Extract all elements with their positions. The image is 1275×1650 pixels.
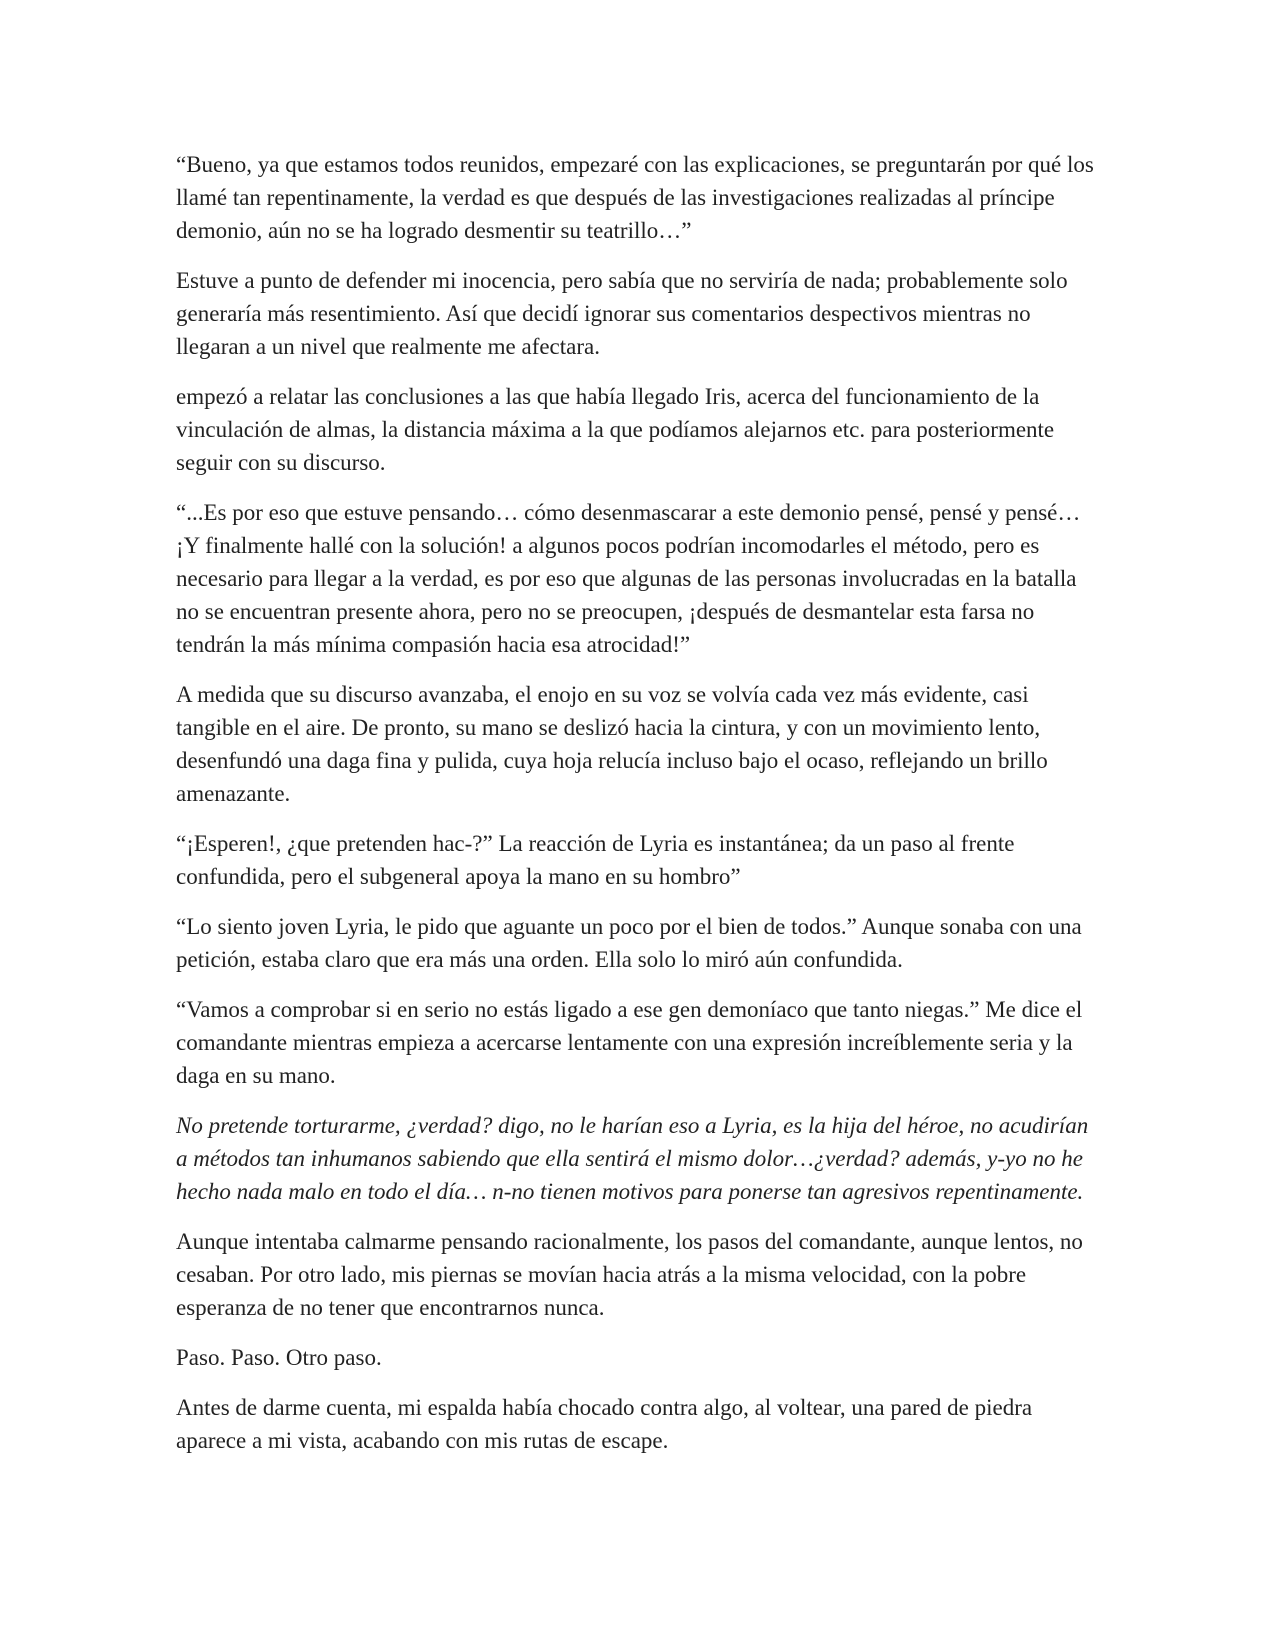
paragraph: empezó a relatar las conclusiones a las que había llegado Iris, acerca del funcionamiento de la vinculación de almas, la distancia máxima a la que podíamos alejarnos etc. para posteriormente seguir con su discurso.	[176, 384, 1055, 475]
paragraph: A medida que su discurso avanzaba, el enojo en su voz se volvía cada vez más evidente, casi tangible en el aire. De pronto, su mano se deslizó hacia la cintura, y con un movimiento lento, desenfundó una daga fina y pulida, cuya hoja relucía incluso bajo el ocaso, reflejando un brillo amenazante.	[176, 682, 1048, 806]
paragraph: “Vamos a comprobar si en serio no estás ligado a ese gen demoníaco que tanto niegas.” Me dice el comandante mientras empieza a acercarse lentamente con una expresión increíblemente seria y la daga en su mano.	[176, 997, 1083, 1088]
paragraph: Aunque intentaba calmarme pensando racionalmente, los pasos del comandante, aunque lentos, no cesaban. Por otro lado, mis piernas se movían hacia atrás a la misma velocidad, con la pobre esperanza de no tener que encontrarnos nunca.	[176, 1229, 1083, 1320]
paragraph: “Lo siento joven Lyria, le pido que aguante un poco por el bien de todos.” Aunque sonaba con una petición, estaba claro que era más una orden. Ella solo lo miró aún confundida.	[176, 914, 1082, 972]
document-body	[176, 148, 1096, 1474]
paragraph: “...Es por eso que estuve pensando… cómo desenmascarar a este demonio pensé, pensé y pensé… ¡Y finalmente hallé con la solución! a algunos pocos podrían incomodarles el método, pero es necesario para llegar a la verdad, es por eso que algunas de las personas involucradas en la batalla no se encuentran presente ahora, pero no se preocupen, ¡después de desmantelar esta farsa no tendrán la más mínima compasión hacia esa atrocidad!”	[176, 500, 1081, 657]
paragraph: “¡Esperen!, ¿que pretenden hac-?” La reacción de Lyria es instantánea; da un paso al frente confundida, pero el subgeneral apoya la mano en su hombro”	[176, 831, 1015, 889]
paragraph: “Bueno, ya que estamos todos reunidos, empezaré con las explicaciones, se preguntarán por qué los llamé tan repentinamente, la verdad es que después de las investigaciones realizadas al príncipe demonio, aún no se ha logrado desmentir su teatrillo…”	[176, 152, 1094, 243]
paragraph-inner-thought: No pretende torturarme, ¿verdad? digo, no le harían eso a Lyria, es la hija del héroe, no acudirían a métodos tan inhumanos sabiendo que ella sentirá el mismo dolor…¿verdad? además, y-yo no he hecho nada malo en todo el día… n-no tienen motivos para ponerse tan agresivos repentinamente.	[176, 1113, 1089, 1204]
paragraph: Antes de darme cuenta, mi espalda había chocado contra algo, al voltear, una pared de piedra aparece a mi vista, acabando con mis rutas de escape.	[176, 1395, 1033, 1453]
paragraph: Paso. Paso. Otro paso.	[176, 1345, 382, 1370]
paragraph: Estuve a punto de defender mi inocencia, pero sabía que no serviría de nada; probablemente solo generaría más resentimiento. Así que decidí ignorar sus comentarios despectivos mientras no llegaran a un nivel que realmente me afectara.	[176, 268, 1068, 359]
